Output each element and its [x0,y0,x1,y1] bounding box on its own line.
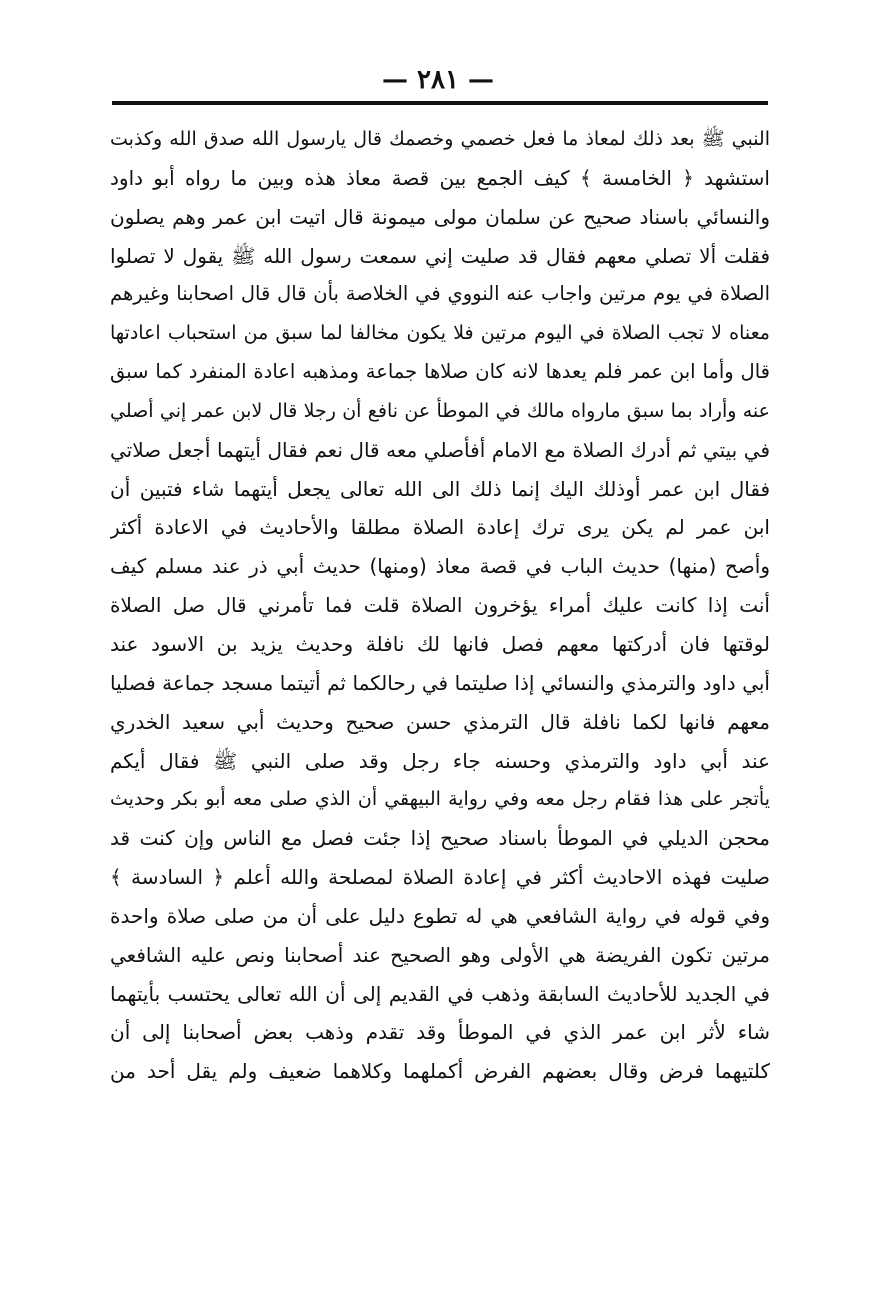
text-line: أنت إذا كانت عليك أمراء يؤخرون الصلاة قلت فما تأمرني قال صل الصلاة [110,593,770,618]
text-line: معهم فانها لكما نافلة قال الترمذي حسن صحيح وحديث أبي سعيد الخدري [110,709,770,734]
text-line: وفي قوله في رواية الشافعي هي له تطوع دليل على أن من صلى صلاة واحدة [110,903,770,928]
text-line: قال وأما ابن عمر فلم يعدها لانه كان صلاها جماعة ومذهبه اعادة المنفرد كما سبق [110,360,770,384]
text-line: فقلت ألا تصلي معهم فقال قد صليت إني سمعت رسول الله ﷺ يقول لا تصلوا [110,243,770,268]
page-header [0,60,876,100]
text-line: النبي ﷺ بعد ذلك لمعاذ ما فعل خصمي وخصمك قال يارسول الله صدق الله وكذبت [110,128,770,150]
text-line: شاء لأثر ابن عمر الذي في الموطأ وقد تقدم وذهب بعض أصحابنا إلى أن [110,1020,770,1045]
text-line: محجن الديلي في الموطأ باسناد صحيح إذا جئت فصل مع الناس وإن كنت قد [110,826,770,851]
text-line: صليت فهذه الاحاديث أكثر في إعادة الصلاة لمصلحة والله أعلم ﴿ السادسة ﴾ [110,865,770,890]
text-line: يأتجر على هذا فقام رجل معه وفي رواية البيهقي أن الذي صلى معه أبو بكر وحديث [110,788,770,811]
text-line: عنه وأراد بما سبق مارواه مالك في الموطأ عن نافع أن رجلا قال لابن عمر إني أصلي [110,399,770,422]
text-line: أبي داود والترمذي والنسائي إذا صليتما في رحالكما ثم أتيتما مسجد جماعة فصليا [110,670,770,695]
header-rule [112,101,768,105]
text-line: في بيتي ثم أدرك الصلاة مع الامام أفأصلي معه قال نعم فقال أيتهما أجعل صلاتي [110,437,770,462]
text-line: الصلاة في يوم مرتين واجاب عنه النووي في الخلاصة بأن قال قال اصحابنا وغيرهم [110,282,770,306]
text-line: معناه لا تجب الصلاة في اليوم مرتين فلا يكون مخالفا لما سبق من استحباب اعادتها [110,322,770,345]
text-line: كلتيهما فرض وقال بعضهم الفرض أكملهما وكلاهما ضعيف ولم يقل أحد من [110,1059,770,1084]
body-text [110,120,770,1091]
text-line: لوقتها فان أدركتها معهم فصل فانها لك نافلة وحديث يزيد بن الاسود عند [110,631,770,656]
page-number: — ٢٨١ — [381,65,495,95]
text-line: استشهد ﴿ الخامسة ﴾ كيف الجمع بين قصة معاذ هذه وبين ما رواه أبو داود [110,165,770,190]
text-line: وأصح (منها) حديث الباب في قصة معاذ (ومنها) حديث أبي ذر عند مسلم كيف [110,554,770,579]
text-line: ابن عمر لم يكن يرى ترك إعادة الصلاة مطلقا والأحاديث في الاعادة أكثر [110,515,770,540]
text-line: والنسائي باسناد صحيح عن سلمان مولى ميمونة قال اتيت ابن عمر وهم يصلون [110,204,770,229]
text-line: مرتين تكون الفريضة هي الأولى وهو الصحيح عند أصحابنا ونص عليه الشافعي [110,942,770,967]
text-line: في الجديد للأحاديث السابقة وذهب في القديم إلى أن الله تعالى يحتسب بأيتهما [110,981,770,1006]
text-line: فقال ابن عمر أوذلك اليك إنما ذلك الى الله تعالى يجعل أيتهما شاء فتبين أن [110,476,770,501]
text-line: عند أبي داود والترمذي وحسنه جاء رجل وقد صلى النبي ﷺ فقال أيكم [110,748,770,773]
